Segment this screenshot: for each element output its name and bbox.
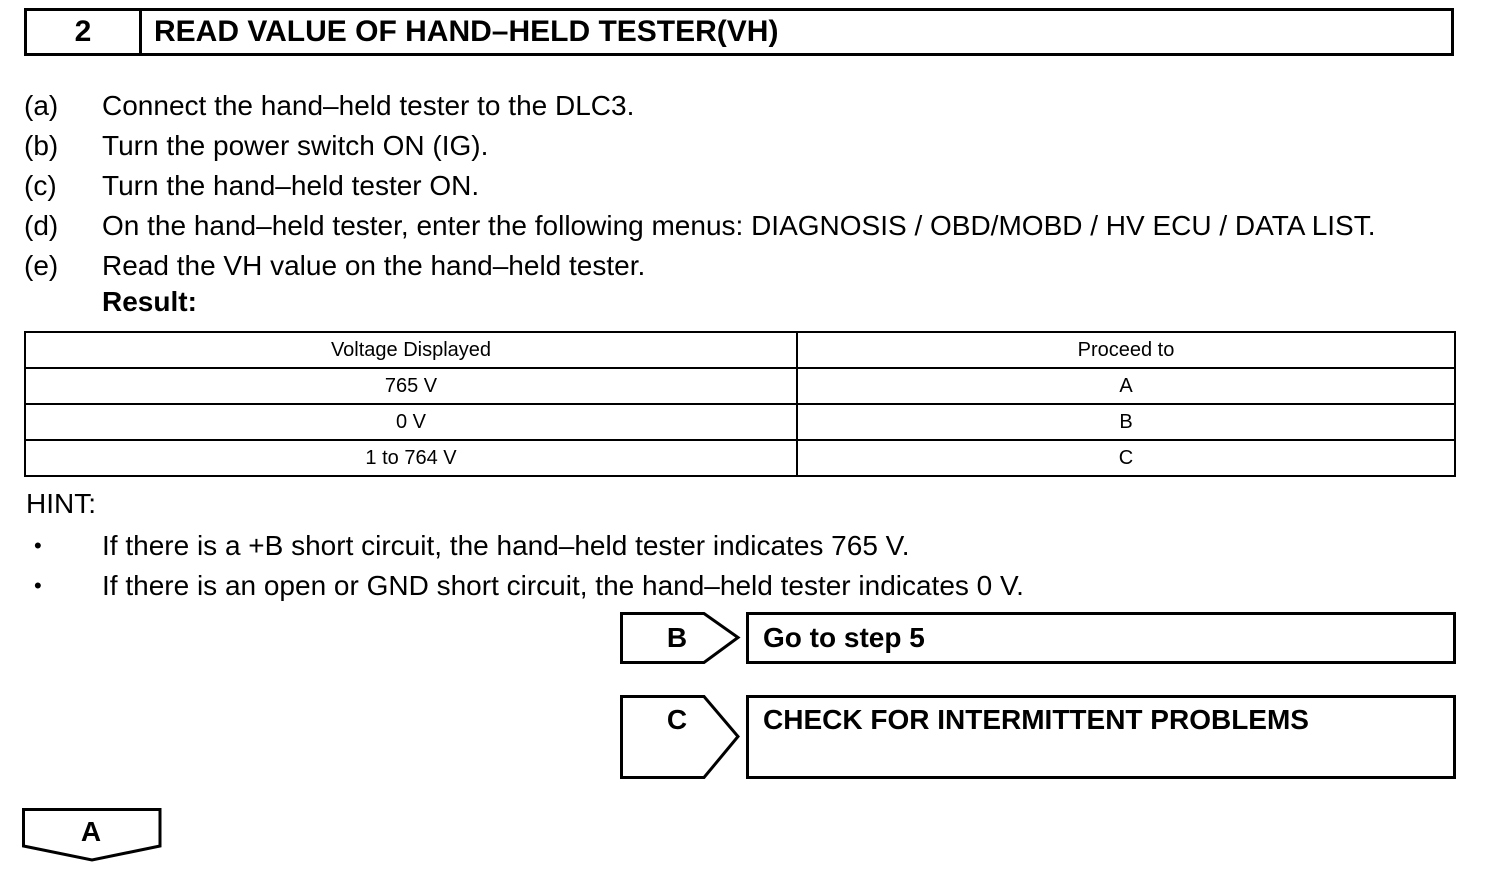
- instruction-label: (d): [24, 210, 59, 241]
- table-row: [25, 368, 1455, 404]
- instruction-text: Connect the hand–held tester to the DLC3.: [102, 90, 635, 121]
- bullet-icon: •: [34, 533, 42, 558]
- hint-text: If there is an open or GND short circuit, the hand–held tester indicates 0 V.: [102, 570, 1024, 601]
- hint-item: [24, 526, 1484, 566]
- result-table: [24, 331, 1456, 477]
- table-row: [25, 440, 1455, 476]
- instruction-label: (c): [24, 170, 57, 201]
- table-cell-voltage: 765 V: [25, 368, 797, 404]
- instruction-label: (e): [24, 250, 59, 281]
- table-header-proceed: Proceed to: [797, 332, 1455, 368]
- instruction-text: Turn the hand–held tester ON.: [102, 170, 480, 201]
- instruction-label: (b): [24, 130, 59, 161]
- table-header-row: [25, 332, 1455, 368]
- instruction-text: Turn the power switch ON (IG).: [102, 130, 489, 161]
- result-label: Result:: [102, 286, 197, 317]
- branch-letter: B: [666, 622, 688, 653]
- instruction-item: [24, 246, 1484, 286]
- hint-label: HINT:: [26, 488, 96, 519]
- instruction-item: [24, 86, 1484, 126]
- bullet-icon: •: [34, 573, 42, 598]
- instruction-text: Read the VH value on the hand–held tester.: [102, 250, 646, 281]
- table-header-voltage: Voltage Displayed: [25, 332, 797, 368]
- table-row: [25, 404, 1455, 440]
- hint-list: [24, 526, 1484, 606]
- instruction-item: [24, 206, 1484, 246]
- table-cell-voltage: 0 V: [25, 404, 797, 440]
- table-cell-voltage: 1 to 764 V: [25, 440, 797, 476]
- instruction-item: [24, 166, 1484, 206]
- instruction-text: On the hand–held tester, enter the following menus: DIAGNOSIS / OBD/MOBD / HV ECU / DATA LIST.: [102, 210, 1376, 241]
- instruction-label: (a): [24, 90, 59, 121]
- step-title: READ VALUE OF HAND–HELD TESTER(VH): [154, 15, 779, 48]
- table-cell-proceed: A: [797, 368, 1455, 404]
- step-number: 2: [27, 11, 142, 53]
- instruction-list: [24, 86, 1484, 286]
- branch-action-box: CHECK FOR INTERMITTENT PROBLEMS: [746, 695, 1456, 779]
- table-cell-proceed: C: [797, 440, 1455, 476]
- table-cell-proceed: B: [797, 404, 1455, 440]
- step-header: [24, 8, 1454, 56]
- hint-text: If there is a +B short circuit, the hand–held tester indicates 765 V.: [102, 530, 910, 561]
- instruction-item: [24, 126, 1484, 166]
- hint-item: [24, 566, 1484, 606]
- continue-letter: A: [80, 816, 102, 847]
- branch-action-box: Go to step 5: [746, 612, 1456, 664]
- branch-letter: C: [666, 704, 688, 735]
